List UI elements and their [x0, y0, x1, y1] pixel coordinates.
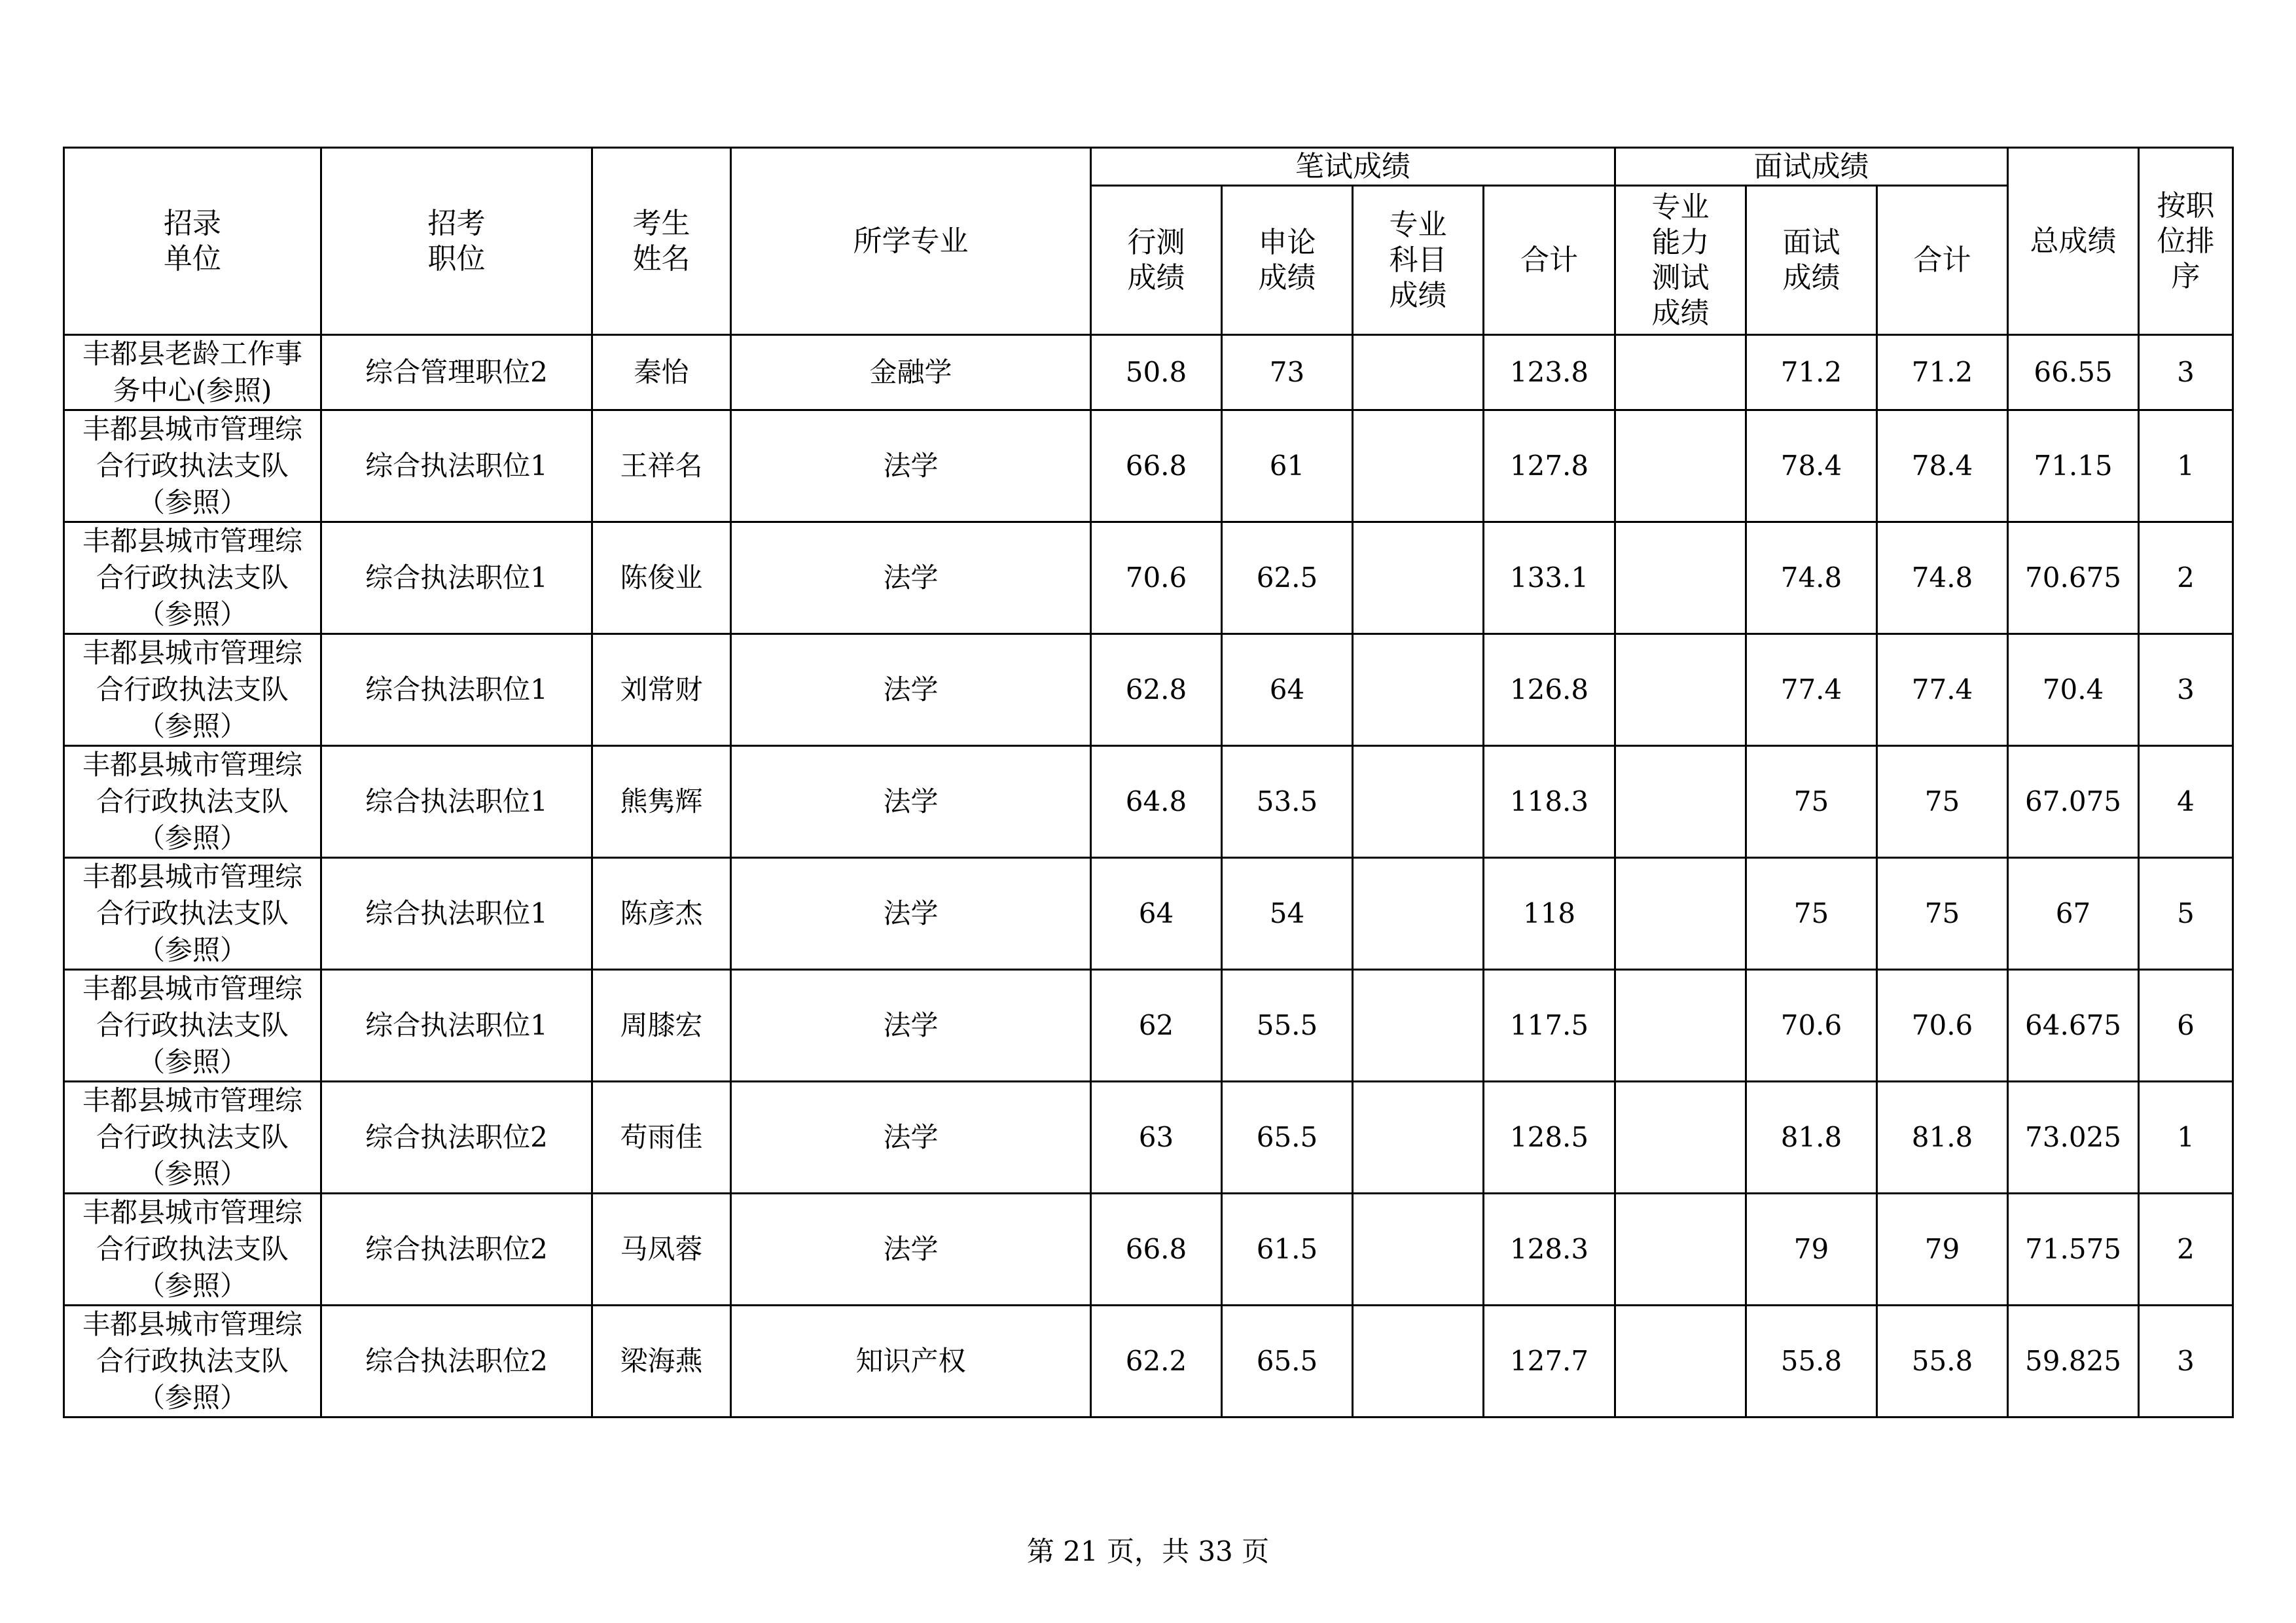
cell-xingce: 62.8 [1091, 634, 1222, 746]
cell-xingce: 50.8 [1091, 335, 1222, 410]
cell-rank: 2 [2139, 522, 2233, 634]
cell-total: 67 [2008, 858, 2139, 970]
cell-interview: 78.4 [1746, 410, 1877, 522]
table-row [64, 634, 2233, 746]
cell-shenlun: 65.5 [1222, 1306, 1353, 1418]
cell-name: 周膝宏 [592, 970, 731, 1082]
cell-interview: 70.6 [1746, 970, 1877, 1082]
cell-position: 综合执法职位1 [321, 522, 592, 634]
cell-interview-total: 71.2 [1877, 335, 2008, 410]
cell-ability [1615, 1306, 1746, 1418]
cell-position: 综合执法职位1 [321, 970, 592, 1082]
header-major: 所学专业 [731, 148, 1091, 335]
header-written-total: 合计 [1484, 186, 1615, 335]
cell-xingce: 64 [1091, 858, 1222, 970]
cell-rank: 1 [2139, 410, 2233, 522]
cell-rank: 5 [2139, 858, 2233, 970]
cell-interview: 77.4 [1746, 634, 1877, 746]
cell-rank: 1 [2139, 1082, 2233, 1194]
cell-unit: 丰都县城市管理综 合行政执法支队 （参照） [64, 970, 321, 1082]
cell-interview: 74.8 [1746, 522, 1877, 634]
cell-major: 法学 [731, 1194, 1091, 1306]
table-row [64, 410, 2233, 522]
cell-xingce: 70.6 [1091, 522, 1222, 634]
header-interview-score: 面试 成绩 [1746, 186, 1877, 335]
cell-ability [1615, 335, 1746, 410]
cell-total: 59.825 [2008, 1306, 2139, 1418]
cell-rank: 3 [2139, 1306, 2233, 1418]
cell-unit: 丰都县城市管理综 合行政执法支队 （参照） [64, 1082, 321, 1194]
cell-professional [1353, 522, 1484, 634]
cell-name: 秦怡 [592, 335, 731, 410]
cell-total: 70.675 [2008, 522, 2139, 634]
table-row [64, 746, 2233, 858]
cell-name: 王祥名 [592, 410, 731, 522]
cell-shenlun: 65.5 [1222, 1082, 1353, 1194]
cell-unit: 丰都县城市管理综 合行政执法支队 （参照） [64, 746, 321, 858]
cell-ability [1615, 746, 1746, 858]
cell-unit: 丰都县城市管理综 合行政执法支队 （参照） [64, 1306, 321, 1418]
cell-written-total: 123.8 [1484, 335, 1615, 410]
cell-written-total: 118.3 [1484, 746, 1615, 858]
cell-xingce: 63 [1091, 1082, 1222, 1194]
cell-total: 71.575 [2008, 1194, 2139, 1306]
cell-interview-total: 77.4 [1877, 634, 2008, 746]
cell-interview-total: 75 [1877, 746, 2008, 858]
header-interview-group: 面试成绩 [1615, 148, 2008, 186]
cell-interview-total: 74.8 [1877, 522, 2008, 634]
score-table [63, 147, 2234, 1418]
cell-interview-total: 55.8 [1877, 1306, 2008, 1418]
cell-position: 综合执法职位1 [321, 746, 592, 858]
table-row [64, 858, 2233, 970]
page-footer: 第 21 页，共 33 页 [1026, 1535, 1270, 1567]
cell-interview: 55.8 [1746, 1306, 1877, 1418]
cell-professional [1353, 746, 1484, 858]
table-row [64, 1082, 2233, 1194]
header-unit: 招录 单位 [64, 148, 321, 335]
cell-major: 法学 [731, 1082, 1091, 1194]
header-written-group: 笔试成绩 [1091, 148, 1615, 186]
cell-unit: 丰都县城市管理综 合行政执法支队 （参照） [64, 1194, 321, 1306]
header-xingce: 行测 成绩 [1091, 186, 1222, 335]
header-total-score: 总成绩 [2008, 148, 2139, 335]
cell-written-total: 128.3 [1484, 1194, 1615, 1306]
table-header [64, 148, 2233, 335]
cell-total: 64.675 [2008, 970, 2139, 1082]
table-body [64, 335, 2233, 1418]
cell-major: 金融学 [731, 335, 1091, 410]
table-row [64, 970, 2233, 1082]
cell-written-total: 127.7 [1484, 1306, 1615, 1418]
cell-professional [1353, 335, 1484, 410]
cell-xingce: 62 [1091, 970, 1222, 1082]
cell-ability [1615, 1082, 1746, 1194]
cell-total: 73.025 [2008, 1082, 2139, 1194]
cell-ability [1615, 634, 1746, 746]
cell-shenlun: 64 [1222, 634, 1353, 746]
cell-shenlun: 55.5 [1222, 970, 1353, 1082]
cell-ability [1615, 970, 1746, 1082]
header-rank: 按职 位排 序 [2139, 148, 2233, 335]
cell-position: 综合执法职位1 [321, 410, 592, 522]
header-position: 招考 职位 [321, 148, 592, 335]
cell-total: 70.4 [2008, 634, 2139, 746]
cell-unit: 丰都县城市管理综 合行政执法支队 （参照） [64, 522, 321, 634]
cell-rank: 4 [2139, 746, 2233, 858]
cell-interview-total: 70.6 [1877, 970, 2008, 1082]
cell-name: 苟雨佳 [592, 1082, 731, 1194]
cell-major: 法学 [731, 634, 1091, 746]
table-row [64, 1306, 2233, 1418]
cell-interview-total: 75 [1877, 858, 2008, 970]
cell-unit: 丰都县老龄工作事 务中心(参照) [64, 335, 321, 410]
cell-position: 综合执法职位2 [321, 1194, 592, 1306]
cell-shenlun: 61.5 [1222, 1194, 1353, 1306]
cell-professional [1353, 858, 1484, 970]
cell-position: 综合执法职位2 [321, 1306, 592, 1418]
table-row [64, 522, 2233, 634]
cell-rank: 2 [2139, 1194, 2233, 1306]
cell-shenlun: 54 [1222, 858, 1353, 970]
cell-major: 法学 [731, 858, 1091, 970]
cell-written-total: 118 [1484, 858, 1615, 970]
cell-name: 陈俊业 [592, 522, 731, 634]
cell-ability [1615, 522, 1746, 634]
header-ability-test: 专业 能力 测试 成绩 [1615, 186, 1746, 335]
cell-interview: 79 [1746, 1194, 1877, 1306]
cell-professional [1353, 1194, 1484, 1306]
cell-professional [1353, 1306, 1484, 1418]
header-interview-total: 合计 [1877, 186, 2008, 335]
cell-rank: 6 [2139, 970, 2233, 1082]
cell-ability [1615, 410, 1746, 522]
header-name: 考生 姓名 [592, 148, 731, 335]
cell-major: 法学 [731, 522, 1091, 634]
cell-interview-total: 78.4 [1877, 410, 2008, 522]
cell-ability [1615, 858, 1746, 970]
cell-interview: 71.2 [1746, 335, 1877, 410]
cell-interview: 81.8 [1746, 1082, 1877, 1194]
cell-position: 综合管理职位2 [321, 335, 592, 410]
cell-rank: 3 [2139, 634, 2233, 746]
cell-rank: 3 [2139, 335, 2233, 410]
cell-unit: 丰都县城市管理综 合行政执法支队 （参照） [64, 410, 321, 522]
cell-interview-total: 79 [1877, 1194, 2008, 1306]
cell-xingce: 64.8 [1091, 746, 1222, 858]
cell-ability [1615, 1194, 1746, 1306]
cell-total: 66.55 [2008, 335, 2139, 410]
cell-shenlun: 53.5 [1222, 746, 1353, 858]
cell-major: 法学 [731, 410, 1091, 522]
cell-interview: 75 [1746, 746, 1877, 858]
cell-name: 梁海燕 [592, 1306, 731, 1418]
cell-professional [1353, 410, 1484, 522]
cell-name: 陈彦杰 [592, 858, 731, 970]
cell-shenlun: 62.5 [1222, 522, 1353, 634]
cell-major: 法学 [731, 970, 1091, 1082]
cell-professional [1353, 634, 1484, 746]
cell-position: 综合执法职位1 [321, 634, 592, 746]
cell-major: 知识产权 [731, 1306, 1091, 1418]
cell-professional [1353, 970, 1484, 1082]
cell-written-total: 126.8 [1484, 634, 1615, 746]
table-row [64, 1194, 2233, 1306]
cell-xingce: 66.8 [1091, 410, 1222, 522]
cell-unit: 丰都县城市管理综 合行政执法支队 （参照） [64, 858, 321, 970]
cell-shenlun: 61 [1222, 410, 1353, 522]
cell-major: 法学 [731, 746, 1091, 858]
cell-interview: 75 [1746, 858, 1877, 970]
cell-xingce: 66.8 [1091, 1194, 1222, 1306]
table-row [64, 335, 2233, 410]
cell-written-total: 128.5 [1484, 1082, 1615, 1194]
cell-interview-total: 81.8 [1877, 1082, 2008, 1194]
cell-name: 马凤蓉 [592, 1194, 731, 1306]
cell-total: 67.075 [2008, 746, 2139, 858]
header-shenlun: 申论 成绩 [1222, 186, 1353, 335]
cell-xingce: 62.2 [1091, 1306, 1222, 1418]
cell-name: 刘常财 [592, 634, 731, 746]
cell-position: 综合执法职位2 [321, 1082, 592, 1194]
cell-shenlun: 73 [1222, 335, 1353, 410]
cell-written-total: 133.1 [1484, 522, 1615, 634]
cell-position: 综合执法职位1 [321, 858, 592, 970]
cell-written-total: 117.5 [1484, 970, 1615, 1082]
cell-written-total: 127.8 [1484, 410, 1615, 522]
header-professional-subject: 专业 科目 成绩 [1353, 186, 1484, 335]
cell-total: 71.15 [2008, 410, 2139, 522]
cell-professional [1353, 1082, 1484, 1194]
cell-name: 熊隽辉 [592, 746, 731, 858]
cell-unit: 丰都县城市管理综 合行政执法支队 （参照） [64, 634, 321, 746]
